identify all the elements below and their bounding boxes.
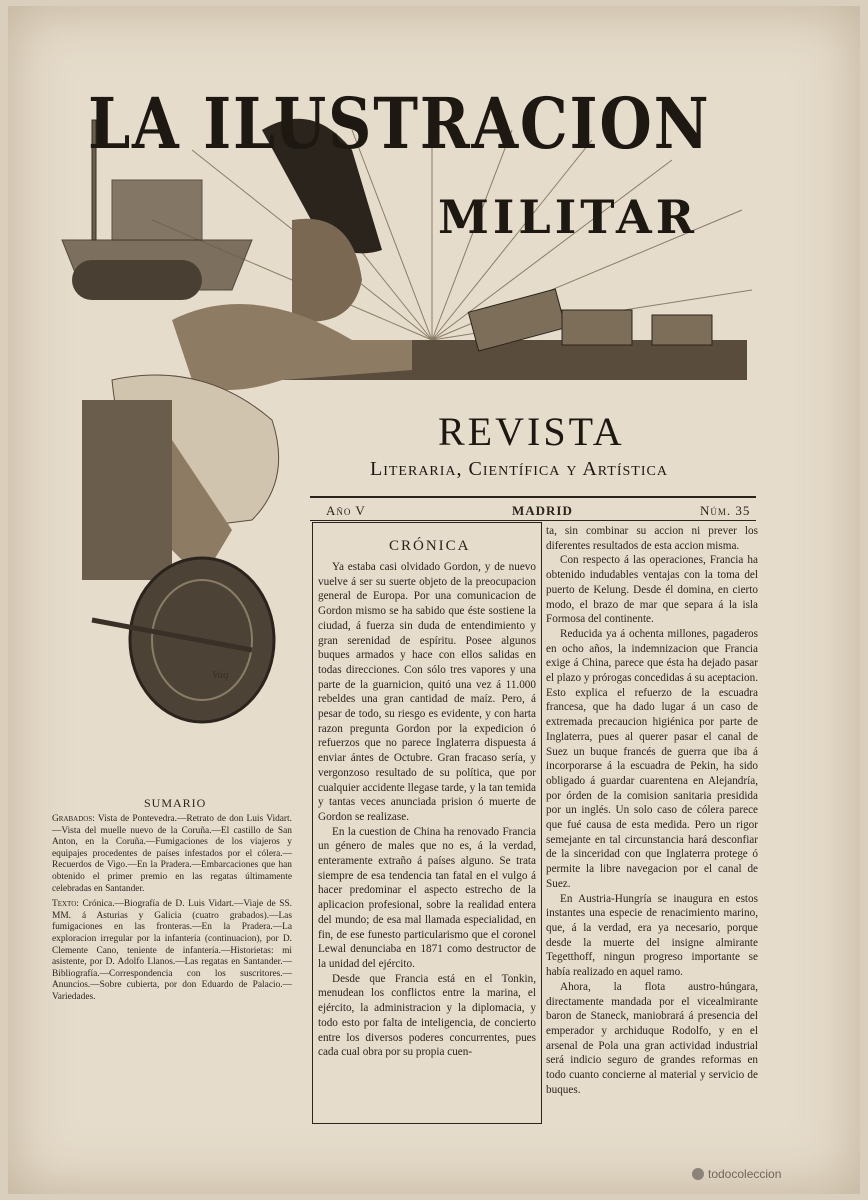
masthead-title: LA ILUSTRACION — [88, 82, 711, 165]
cronica-column-2 — [546, 524, 758, 1097]
cronica-column-1 — [318, 560, 536, 1060]
cronica-paragraph: Desde que Francia está en el Tonkin, menudean los conflictos entre la marina, el ejército, la administracion y la diplomacia, y todo esto por falta de inteligencia, de concierto entre los diversos poderes concurrentes, pues cada cual obra por su propia cuen- — [318, 972, 536, 1059]
masthead-subtitle: MILITAR — [438, 190, 698, 244]
revista-subheading: Literaria, Científica y Artística — [370, 458, 668, 480]
cronica-paragraph: Ahora, la flota austro-húngara, directamente mandada por el vicealmirante baron de Staneck, maniobrará á presencia del emperador y archiduque Rodolfo, y en el arsenal de Pola una gran actividad industrial será indicio seguro de grandes reformas en todo cuanto concierne al material y servicio de buques. — [546, 980, 758, 1096]
revista-heading: REVISTA — [438, 409, 625, 454]
cronica-paragraph: Reducida ya á ochenta millones, pagaderos en ocho años, la indemnizacion que Francia exige á China, parece que ésta ha dejado pasar el plazo y prórogas concedidas á su aceptacion. Esto explica el refuerzo de la escuadra francesa, que ha dado lugar á un caso de extremada precaucion higiénica por parte de Inglaterra, pues al querer pasar el canal de Suez un buque francés de guerra que iba á incorporarse á la escuadra de Pekin, ha sido obligado á guardar cuarentena en Alejandría, por órden de la comision sanitaria presidida por un inglés. Un solo caso de cólera parece que fué causa de esta medida. Pero un rigor semejante en tal circunstancia hará desconfiar de la sinceridad con que Inglaterra protege ó permite la libre navegacion por el canal de Suez. — [546, 627, 758, 890]
cronica-heading: CRÓNICA — [389, 538, 471, 554]
cannon-illustration — [72, 260, 202, 300]
cronica-paragraph: En Austria-Hungría se inaugura en estos instantes una especie de renacimiento marino, que, á la verdad, era ya necesario, porque desde la muerte del insigne almirante Tegetthoff, ningun progreso importante se había realizado en aquel ramo. — [546, 892, 758, 979]
grabados-label: Grabados: — [52, 814, 95, 824]
watermark-text: todocoleccion — [708, 1167, 782, 1181]
header-rule-bottom — [310, 520, 756, 521]
cronica-paragraph: En la cuestion de China ha renovado Francia un género de males que no es, á la verdad, enteramente extraño á países alguno. Se trata siempre de esa tendencia tan fatal en el vulgo á hacer predominar el aspecto estrecho de la aplicacion profesional, sobre la realidad entera del mundo; de esa mal llamada especialidad, en fin, de ese funesto particularismo que el coronel Lewal denunciaba en 1871 como destructor de la unidad del ejército. — [318, 825, 536, 970]
cronica-paragraph: Con respecto á las operaciones, Francia ha obtenido indudables ventajas con la toma del puerto de Kelung. Desde él domina, en cierto modo, el brazo de mar que separa á la isla Formosa del continente. — [546, 554, 758, 626]
issue-city: MADRID — [512, 503, 573, 518]
watermark-logo-icon — [692, 1168, 704, 1180]
issue-year: Año V — [326, 503, 366, 518]
sumario-text — [52, 814, 292, 1008]
engraver-signature: Vaq — [212, 669, 229, 681]
bench-illustration — [82, 400, 172, 580]
cronica-paragraph-continued: ta, sin combinar su accion ni prever los diferentes resultados de esta accion misma. — [546, 525, 758, 552]
grabados-text: Vista de Pontevedra.—Retrato de don Luis Vidart.—Vista del muelle nuevo de la Coruña.—El castillo de San Anton, en la Coruña.—Fumigaciones de los viajeros y equipajes procedentes de países infestados por el cólera.—Recuerdos de Vigo.—En la Pradera.—Embarcaciones que han obtenido el primer premio en las regatas últimamente celebradas en Santander. — [52, 814, 292, 894]
issue-number: Núm. 35 — [700, 503, 751, 518]
books-illustration — [468, 289, 712, 351]
cronica-paragraph: Ya estaba casi olvidado Gordon, y de nuevo vuelve á ser su suerte objeto de la preocupacion general de Europa. Por una comunicacion de Gordon mismo se ha sabido que éste sostiene la ciudad, á fuerza sin duda de entendimiento y gran serenidad de espíritu. Posee algunos buques armados y hace con ellos salidas en todas direcciones. Con sólo tres vapores y una parte de la guarnicion, quitó una vez á 11.000 rebeldes una gran cantidad de maíz. Pero, á pesar de todo, su riesgo es evidente, y con harta razon pregunta Gordon por la expedicion ó refuerzos que no parece Inglaterra dispuesta á enviar ántes de Octubre. Gran fracaso sería, y vergonzoso resultado de su política, que por cualquier accidente llegase tarde, y la tan temida y tantas veces anunciada prision ó muerte de Gordon se realizase. — [318, 561, 536, 823]
texto-label: Texto: — [52, 899, 79, 910]
sumario-heading: SUMARIO — [144, 796, 207, 810]
texto-text: Crónica.—Biografía de D. Luis Vidart.—Viaje de SS. MM. á Asturias y Galicia (cuatro grabados).—Las fumigaciones en las fronteras.—En la Pradera.—La exploracion irregular por la infantería (continuacion), por D. Clemente Cano, teniente de infantería.—Historietas: mi asistente, por D. Adolfo Llanos.—Las regatas en Santander.—Bibliografía.—Correspondencia con los suscritores.—Anuncios.—Sobre cubierta, por don Eduardo de Palacio.—Variedades. — [52, 899, 293, 1002]
watermark — [692, 1167, 781, 1181]
header-rule-top — [310, 496, 756, 498]
